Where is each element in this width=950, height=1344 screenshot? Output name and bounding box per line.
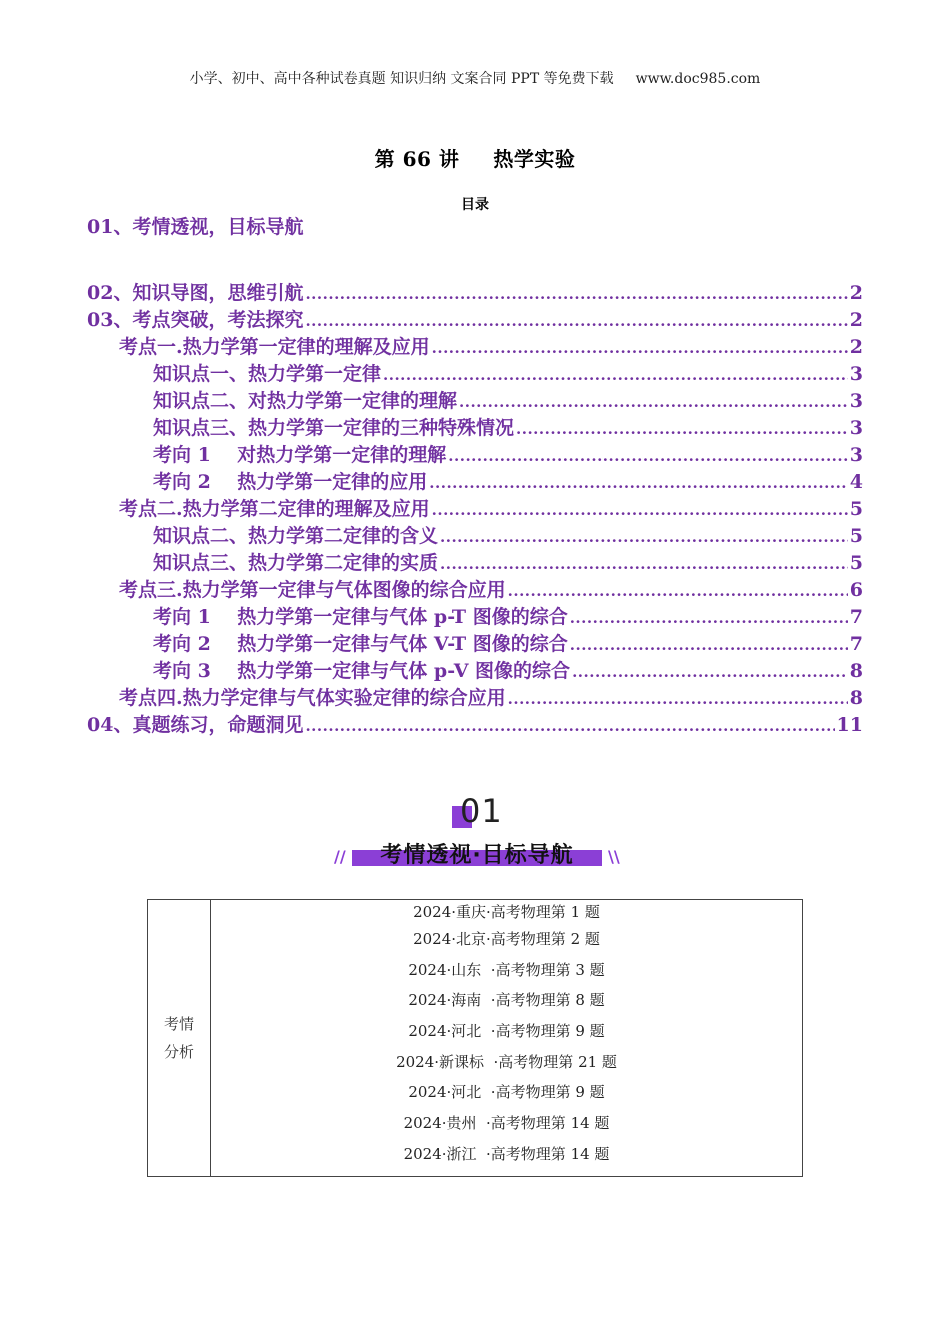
toc-item[interactable] — [87, 415, 863, 442]
section-number: 01 — [460, 792, 503, 830]
toc-item-label: 知识点三、热力学第一定律的三种特殊情况 — [153, 417, 515, 439]
toc-item-page: 11 — [836, 714, 863, 736]
page-title — [0, 143, 950, 172]
exam-analysis-label — [148, 900, 211, 1177]
toc-item-page: 7 — [849, 606, 863, 628]
section-title: 考情透视·目标导航 — [380, 843, 574, 868]
toc-item-label: 03、考点突破，考法探究 — [87, 309, 304, 331]
toc-item-label: 考点二.热力学第二定律的理解及应用 — [119, 498, 430, 520]
section-banner — [352, 840, 602, 868]
toc-item-label: 考向 1 热力学第一定律与气体 p-T 图像的综合 — [153, 606, 568, 628]
toc-item-label: 考向 2 热力学第一定律与气体 V-T 图像的综合 — [153, 633, 568, 655]
toc-item[interactable] — [87, 280, 863, 307]
toc-item-page: 3 — [849, 390, 863, 412]
toc-item-label: 知识点一、热力学第一定律 — [153, 363, 382, 385]
toc-leader-dots — [305, 308, 847, 335]
toc-leader-dots — [508, 686, 848, 713]
toc-item-page: 5 — [849, 525, 863, 547]
toc-item[interactable] — [87, 388, 863, 415]
toc-leader-dots — [440, 524, 848, 551]
toc-item[interactable] — [87, 361, 863, 388]
exam-item: 2024·北京·高考物理第 2 题 — [413, 930, 600, 948]
toc-item-section-01[interactable]: 01、考情透视，目标导航 — [87, 216, 304, 238]
toc-item[interactable] — [87, 604, 863, 631]
toc-item-page: 5 — [849, 498, 863, 520]
toc-item[interactable] — [87, 712, 863, 739]
toc-item[interactable] — [87, 658, 863, 685]
toc-leader-dots — [432, 497, 848, 524]
toc-leader-dots — [440, 551, 848, 578]
toc-item-page: 8 — [849, 687, 863, 709]
toc-item[interactable] — [87, 523, 863, 550]
exam-item: 2024·山东 ·高考物理第 3 题 — [408, 960, 605, 979]
exam-item: 2024·贵州 ·高考物理第 14 题 — [403, 1114, 610, 1133]
page-header — [0, 68, 950, 88]
toc-item-page: 2 — [849, 309, 863, 331]
toc-item[interactable] — [87, 334, 863, 361]
toc-item-page: 7 — [849, 633, 863, 655]
toc-item-label: 考向 2 热力学第一定律的应用 — [153, 471, 428, 493]
toc-item[interactable] — [87, 469, 863, 496]
exam-item: 2024·新课标 ·高考物理第 21 题 — [396, 1052, 617, 1071]
toc-item-page: 5 — [849, 552, 863, 574]
toc-item-page: 8 — [849, 660, 863, 682]
toc-item-label: 考向 1 对热力学第一定律的理解 — [153, 444, 447, 466]
toc-leader-dots — [459, 389, 848, 416]
toc-leader-dots — [429, 470, 847, 497]
toc-item-page: 3 — [849, 444, 863, 466]
toc-item-page: 4 — [849, 471, 863, 493]
toc-leader-dots — [570, 632, 848, 659]
toc-leader-dots — [305, 281, 847, 308]
toc-item-label: 02、知识导图，思维引航 — [87, 282, 304, 304]
toc-item-label: 考点三.热力学第一定律与气体图像的综合应用 — [119, 579, 506, 601]
toc-leader-dots — [570, 605, 848, 632]
header-text: 小学、初中、高中各种试卷真题 知识归纳 文案合同 PPT 等免费下载 — [189, 71, 614, 87]
toc-item-label: 04、真题练习，命题洞见 — [87, 714, 304, 736]
lecture-number: 第 66 讲 — [374, 147, 460, 171]
exam-item: 2024·重庆·高考物理第 1 题 — [413, 903, 600, 921]
toc-item-page: 2 — [849, 282, 863, 304]
exam-item: 2024·海南 ·高考物理第 8 题 — [408, 991, 605, 1010]
toc-leader-dots — [448, 443, 847, 470]
exam-item: 2024·浙江 ·高考物理第 14 题 — [403, 1144, 610, 1163]
label-line: 考情 — [163, 1015, 194, 1033]
toc-item[interactable] — [87, 550, 863, 577]
toc-item[interactable] — [87, 496, 863, 523]
toc-leader-dots — [508, 578, 848, 605]
toc-item[interactable] — [87, 442, 863, 469]
toc-item-label: 考向 3 热力学第一定律与气体 p-V 图像的综合 — [153, 660, 571, 682]
toc-item[interactable] — [87, 685, 863, 712]
toc-item[interactable] — [87, 631, 863, 658]
label-line: 分析 — [163, 1043, 194, 1061]
toc-item-page: 2 — [849, 336, 863, 358]
toc-item-label: 知识点二、热力学第二定律的含义 — [153, 525, 439, 547]
section-slash-right: \\ — [608, 847, 620, 866]
toc-item-label: 考点四.热力学定律与气体实验定律的综合应用 — [119, 687, 506, 709]
exam-item: 2024·河北 ·高考物理第 9 题 — [408, 1083, 605, 1102]
exam-item: 2024·河北 ·高考物理第 9 题 — [408, 1022, 605, 1041]
toc-list — [87, 280, 863, 739]
toc-item[interactable] — [87, 577, 863, 604]
exam-item-list — [211, 900, 803, 1177]
toc-item-page: 3 — [849, 417, 863, 439]
toc-item-page: 3 — [849, 363, 863, 385]
toc-leader-dots — [572, 659, 848, 686]
header-url[interactable]: www.doc985.com — [635, 71, 761, 87]
exam-analysis-table — [147, 899, 803, 1177]
toc-leader-dots — [305, 713, 834, 740]
lecture-topic: 热学实验 — [493, 147, 576, 171]
toc-item-label: 知识点三、热力学第二定律的实质 — [153, 552, 439, 574]
toc-leader-dots — [516, 416, 848, 443]
toc-heading: 目录 — [461, 197, 489, 213]
toc-item-label: 知识点二、对热力学第一定律的理解 — [153, 390, 458, 412]
toc-item-label: 考点一.热力学第一定律的理解及应用 — [119, 336, 430, 358]
section-slash-left: // — [334, 847, 346, 866]
toc-item-page: 6 — [849, 579, 863, 601]
toc-item[interactable] — [87, 307, 863, 334]
toc-leader-dots — [432, 335, 848, 362]
toc-leader-dots — [383, 362, 848, 389]
